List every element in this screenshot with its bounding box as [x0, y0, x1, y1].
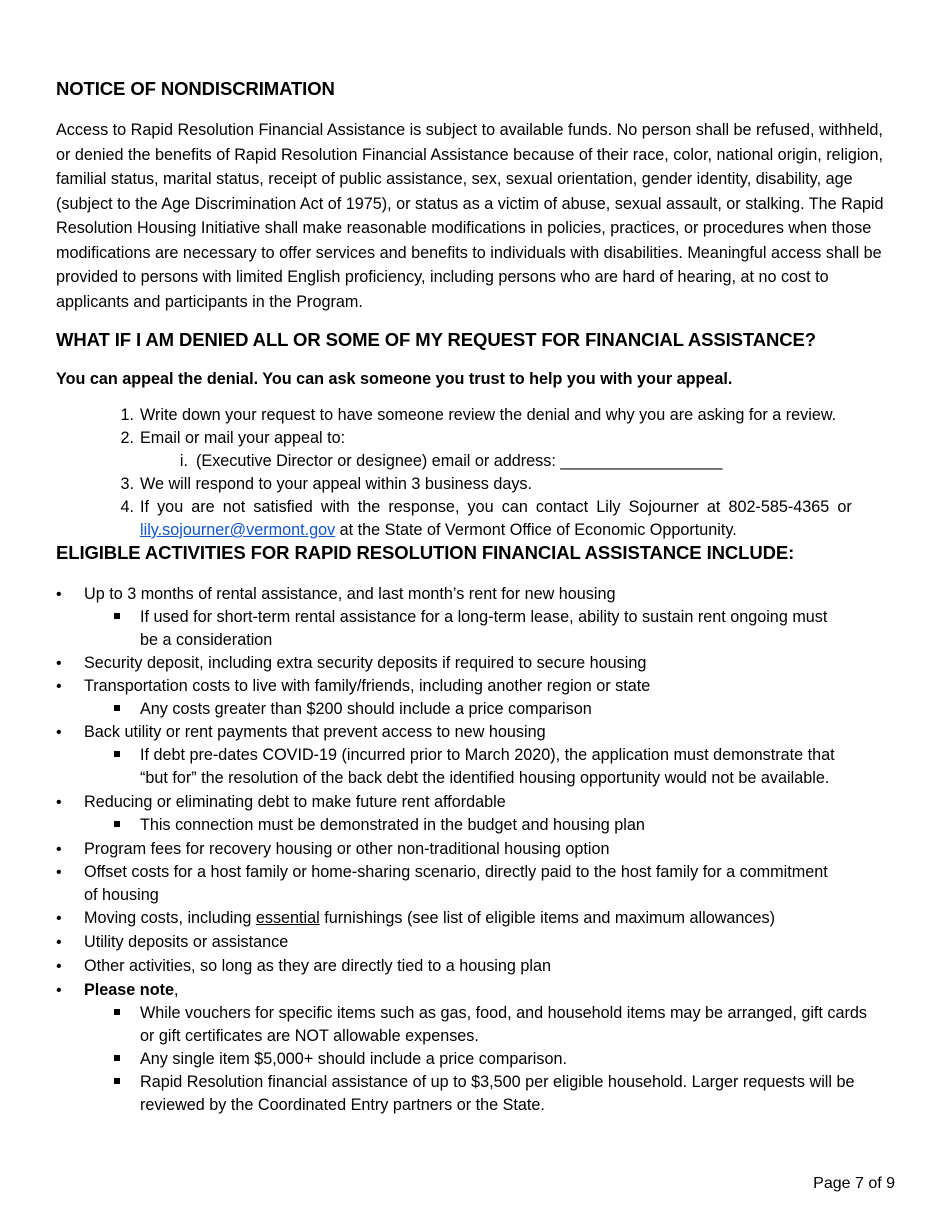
note-item: While vouchers for specific items such as gas, food, and household items may be arranged, gift cards — [140, 1004, 867, 1022]
bullet-icon: • — [56, 678, 62, 695]
denied-heading: WHAT IF I AM DENIED ALL OR SOME OF MY REQUEST FOR FINANCIAL ASSISTANCE? — [56, 329, 816, 350]
square-bullet-icon — [114, 751, 120, 757]
appeal-intro: You can appeal the denial. You can ask someone you trust to help you with your appeal. — [56, 370, 733, 388]
bullet-icon: • — [56, 841, 62, 858]
square-bullet-icon — [114, 613, 120, 619]
step-number: 3. — [120, 475, 134, 493]
list-subitem: Any costs greater than $200 should include a price comparison — [140, 700, 592, 718]
square-bullet-icon — [114, 1078, 120, 1084]
please-note-comma: , — [173, 981, 179, 999]
contact-suffix: at the State of Vermont Office of Economic Opportunity. — [335, 521, 737, 539]
list-item: Up to 3 months of rental assistance, and last month’s rent for new housing — [84, 585, 616, 603]
square-bullet-icon — [114, 1055, 120, 1061]
note-item-cont: reviewed by the Coordinated Entry partners or the State. — [140, 1096, 545, 1114]
list-item: Reducing or eliminating debt to make future rent affordable — [84, 793, 506, 811]
note-item: Rapid Resolution financial assistance of up to $3,500 per eligible household. Larger requests will be — [140, 1073, 855, 1091]
step-text: We will respond to your appeal within 3 business days. — [140, 475, 533, 493]
list-item: Offset costs for a host family or home-sharing scenario, directly paid to the host family for a commitment — [84, 863, 828, 881]
step-number: 2. — [120, 429, 134, 447]
bullet-icon: • — [56, 910, 62, 927]
square-bullet-icon — [114, 705, 120, 711]
list-item: Transportation costs to live with family/friends, including another region or state — [84, 677, 651, 695]
bullet-icon: • — [56, 982, 62, 999]
step-text: Write down your request to have someone review the denial and why you are asking for a review. — [140, 406, 837, 424]
bullet-icon: • — [56, 958, 62, 975]
page-number: Page 7 of 9 — [813, 1175, 895, 1192]
moving-costs-pre: Moving costs, including — [84, 909, 256, 927]
list-item: Program fees for recovery housing or other non-traditional housing option — [84, 840, 610, 858]
substep-number: i. — [179, 452, 188, 470]
list-item-cont: of housing — [84, 886, 159, 904]
bullet-icon: • — [56, 586, 62, 603]
bullet-icon: • — [56, 864, 62, 881]
list-subitem-cont: “but for” the resolution of the back debt the identified housing opportunity would not be available. — [140, 769, 830, 787]
essential-underlined: essential — [255, 909, 320, 927]
step-text: If you are not satisfied with the response, you can contact Lily Sojourner at 802-585-4365 or — [140, 498, 852, 516]
list-subitem: If used for short-term rental assistance for a long-term lease, ability to sustain rent ongoing must — [140, 608, 828, 626]
step-number: 4. — [120, 498, 134, 516]
substep-text: (Executive Director or designee) email or address: __________________ — [196, 452, 723, 470]
list-item: Security deposit, including extra security deposits if required to secure housing — [84, 654, 647, 672]
nondiscrimination-paragraph: Access to Rapid Resolution Financial Assistance is subject to available funds. No person shall be refused, withheld, or denied the benefits of Rapid Resolution Financial Assistance because of their race, color, national origin, religion, familial status, marital status, receipt of public assistance, sex, sexual orientation, gender identity, disability, age (subject to the Age Discrimination Act of 1975), or status as a victim of abuse, sexual assault, or stalking. The Rapid Resolution Housing Initiative shall make reasonable modifications in policies, practices, or procedures when those modifications are necessary to offer services and benefits to individuals with disabilities. Meaningful access shall be provided to persons with limited English proficiency, including persons who are hard of hearing, at no cost to applicants and participants in the Program. — [56, 121, 884, 311]
square-bullet-icon — [114, 821, 120, 827]
step-number: 1. — [120, 406, 134, 424]
list-item: Other activities, so long as they are directly tied to a housing plan — [84, 957, 551, 975]
bullet-icon: • — [56, 724, 62, 741]
step-text: Email or mail your appeal to: — [140, 429, 346, 447]
list-item: Back utility or rent payments that prevent access to new housing — [84, 723, 546, 741]
list-subitem: This connection must be demonstrated in the budget and housing plan — [140, 816, 645, 834]
bullet-icon: • — [56, 934, 62, 951]
moving-costs-post: furnishings (see list of eligible items and maximum allowances) — [319, 909, 775, 927]
contact-line — [140, 519, 737, 542]
square-bullet-icon — [114, 1009, 120, 1015]
nondiscrimination-heading: NOTICE OF NONDISCRIMATION — [56, 78, 335, 99]
bullet-icon: • — [56, 794, 62, 811]
eligible-heading: ELIGIBLE ACTIVITIES FOR RAPID RESOLUTION FINANCIAL ASSISTANCE INCLUDE: — [56, 542, 795, 563]
list-subitem-cont: be a consideration — [140, 631, 273, 649]
note-item-cont: or gift certificates are NOT allowable expenses. — [140, 1027, 479, 1045]
list-subitem: If debt pre-dates COVID-19 (incurred prior to March 2020), the application must demonstrate that — [140, 746, 835, 764]
please-note-label: Please note — [84, 981, 174, 999]
list-item: Utility deposits or assistance — [84, 933, 289, 951]
note-item: Any single item $5,000+ should include a price comparison. — [140, 1050, 567, 1068]
bullet-icon: • — [56, 655, 62, 672]
list-item — [84, 979, 178, 1002]
list-item — [84, 907, 775, 930]
contact-email-link[interactable]: lily.sojourner@vermont.gov — [140, 521, 336, 539]
